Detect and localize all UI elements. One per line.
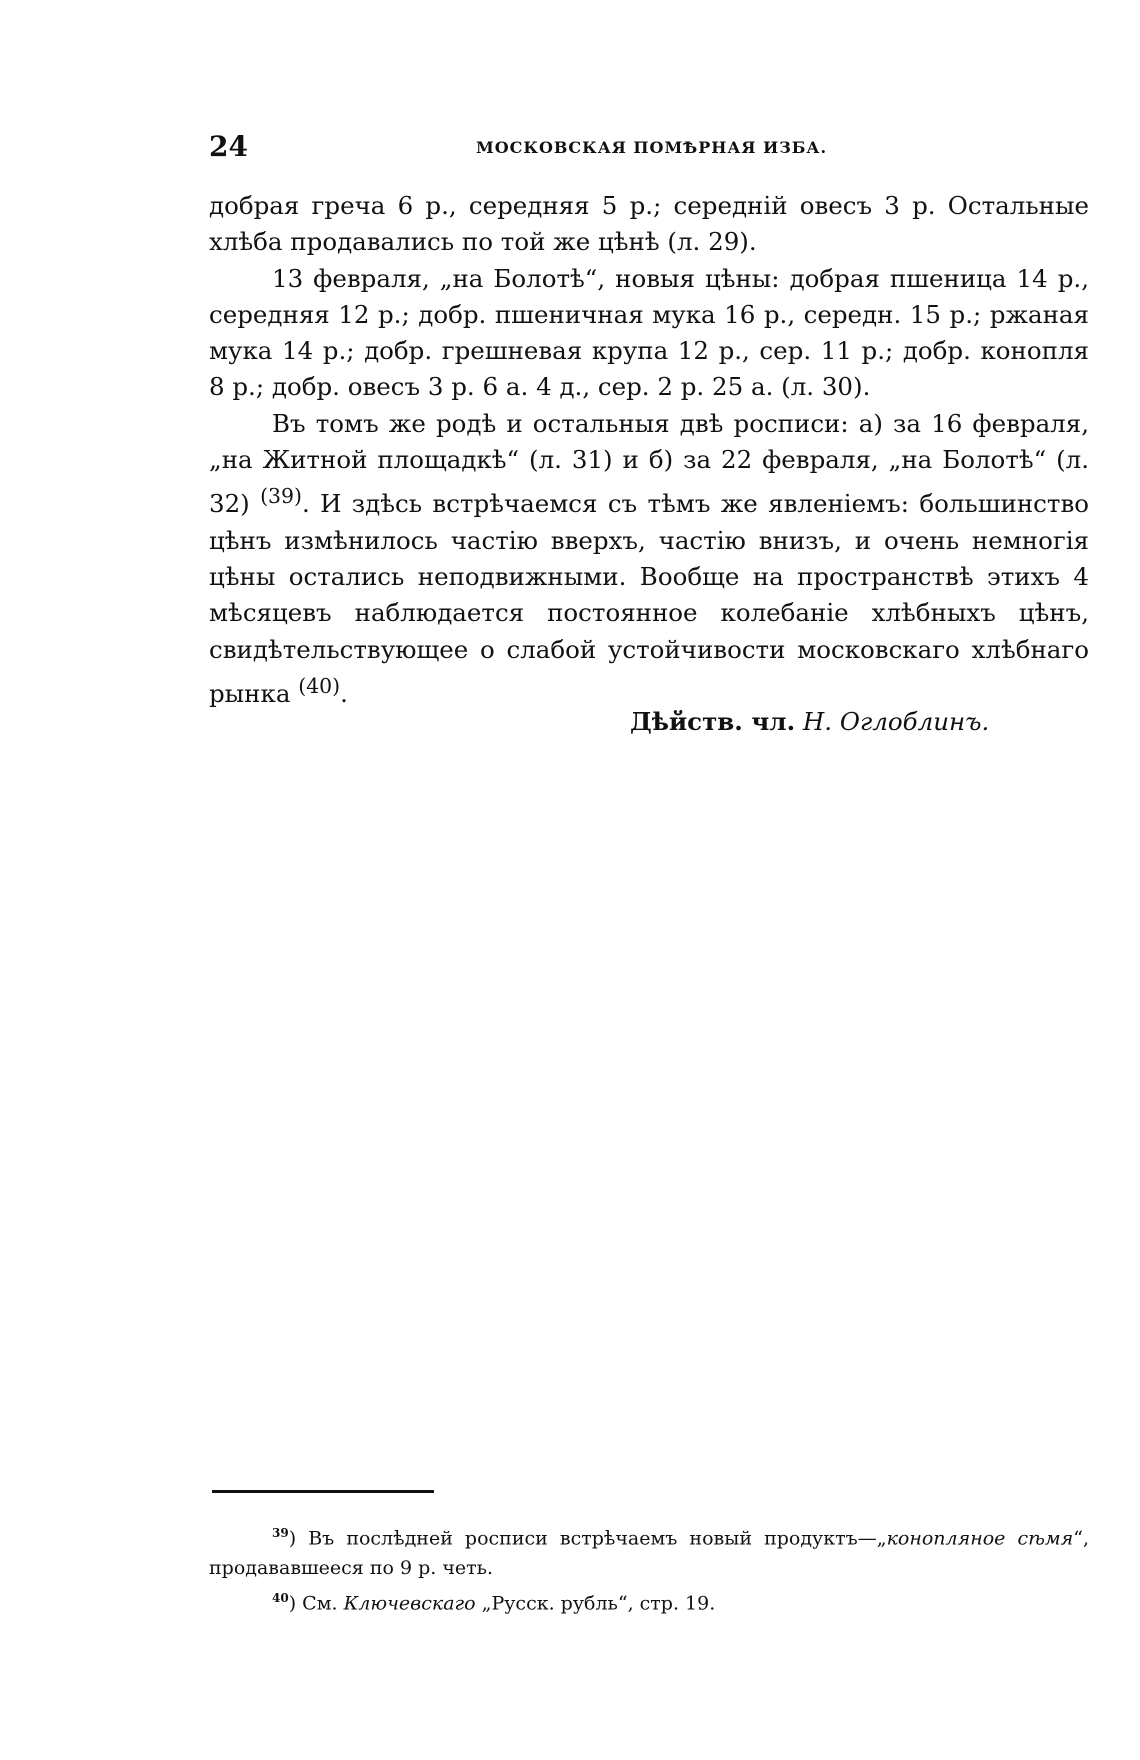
footnote-39-text: ) Въ послѣдней росписи встрѣчаемъ новый продуктъ—„ <box>288 1527 887 1550</box>
author-signature <box>630 707 989 736</box>
paragraph-3-part-1: Въ томъ же родѣ и остальныя двѣ росписи: а) за 16 февраля, „на Житной площадкѣ“ (л. 31) и б) за 22 февраля, „на Болотѣ“ (л. 32) <box>209 408 1089 519</box>
footnotes <box>209 1518 1089 1619</box>
footnote-39-term: конопляное сѣмя <box>886 1527 1074 1550</box>
paragraph-3 <box>209 406 1089 713</box>
main-text <box>209 188 1089 712</box>
footnote-40-text: ) См. <box>288 1592 344 1615</box>
paragraph-3-end: . <box>340 679 348 709</box>
page-number: 24 <box>209 130 248 163</box>
footnote-39 <box>209 1518 1089 1583</box>
footnote-40-mark: 40 <box>272 1591 289 1606</box>
paragraph-3-part-2: . И здѣсь встрѣчаемся съ тѣмъ же явленіемъ: большинство цѣнъ измѣнилось частію вверхъ, частію внизъ, и очень немногія цѣны остались неподвижными. Вообще на пространствѣ этихъ 4 мѣсяцевъ наблюдается постоянное колебаніе хлѣбныхъ цѣнъ, свидѣтельствующее о слабой устойчивости московскаго хлѣбнаго рынка <box>209 489 1089 709</box>
footnote-40-author: Ключевскаго <box>343 1592 476 1615</box>
footnote-divider <box>212 1490 434 1493</box>
signature-name: Н. Оглоблинъ. <box>802 707 990 736</box>
footnote-39-mark: 39 <box>272 1526 289 1540</box>
paragraph-1: добрая греча 6 р., середняя 5 р.; середній овесъ 3 р. Остальные хлѣба продавались по той же цѣнѣ (л. 29). <box>209 191 1089 257</box>
signature-prefix: Дѣйств. чл. <box>630 707 796 736</box>
page-header <box>209 130 1089 170</box>
footnote-40 <box>209 1583 1089 1618</box>
footnote-ref-39[interactable]: (39) <box>260 484 302 509</box>
running-title: МОСКОВСКАЯ ПОМѢРНАЯ ИЗБА. <box>476 138 828 157</box>
footnote-39-text-end: “, продававшееся по 9 р. четь. <box>209 1527 1089 1580</box>
footnote-40-text-end: „Русск. рубль“, стр. 19. <box>475 1592 716 1615</box>
paragraph-2: 13 февраля, „на Болотѣ“, новыя цѣны: добрая пшеница 14 р., середняя 12 р.; добр. пшеничная мука 16 р., середн. 15 р.; ржаная мука 14 р.; добр. грешневая крупа 12 р., сер. 11 р.; добр. конопля 8 р.; добр. овесъ 3 р. 6 а. 4 д., сер. 2 р. 25 а. (л. 30). <box>209 263 1089 402</box>
footnote-ref-40[interactable]: (40) <box>298 674 341 699</box>
